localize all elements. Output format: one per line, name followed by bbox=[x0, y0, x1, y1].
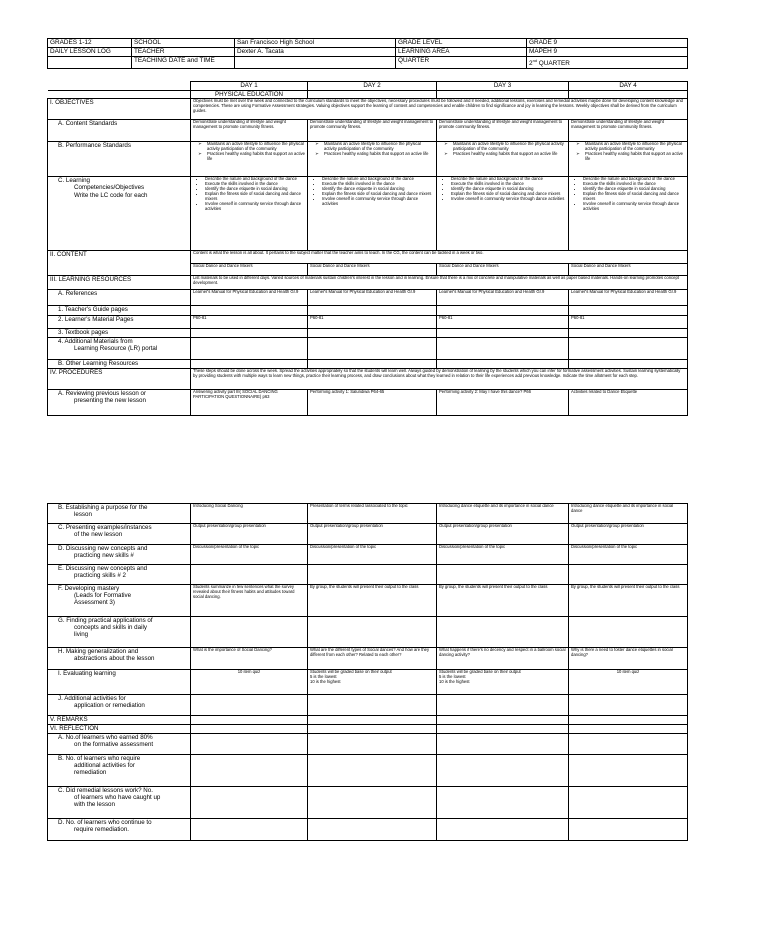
lesson-table-page1 bbox=[47, 81, 688, 416]
teacher-value: Dexter A. Tacata bbox=[235, 48, 396, 57]
reflection-a-label: A. No.of learners who earned 80% on the formative assessment bbox=[48, 734, 191, 755]
procedure-h-cell: Why is there a need to foster dance etiquettes in social dancing? bbox=[569, 648, 688, 670]
procedure-a-label: A. Reviewing previous lesson or presenting the new lesson bbox=[48, 390, 191, 416]
resources-note: List materials to be used in different days. Varied sources of materials sustain children's interest in the lesson and in learning. Ensure that there is a mix of concrete and manipulative materials as well as paper based materials. Hands-on learning promotes concept development. bbox=[191, 276, 688, 290]
lm-pages-cell: P60-81 bbox=[308, 316, 437, 329]
content-standard-cell: Demonstrate understanding of lifestyle and weight management to promote community fitness. bbox=[308, 120, 437, 142]
procedure-i-label: I. Evaluating learning bbox=[48, 670, 191, 695]
procedure-j-label: J. Additional activities for application or remediation bbox=[48, 695, 191, 716]
corner-blank bbox=[48, 82, 191, 91]
content-standard-cell: Demonstrate understanding of lifestyle and weight management to promote community fitness. bbox=[437, 120, 569, 142]
references-label: A. References bbox=[48, 290, 191, 306]
procedure-a-cell: Performing activity 1: Salundiwa P64-65 bbox=[308, 390, 437, 416]
performance-standards-label: B. Performance Standards bbox=[48, 142, 191, 177]
grade-level-label: GRADE LEVEL bbox=[396, 39, 527, 48]
remarks-label: V. REMARKS bbox=[48, 716, 191, 725]
procedure-d-cell: Discussion/presentation of the topic bbox=[308, 545, 437, 565]
procedure-d-cell: Discussion/presentation of the topic bbox=[437, 545, 569, 565]
procedure-c-cell: Output presentation/group presentation bbox=[437, 524, 569, 545]
procedure-h-cell: What happens if there's no decency and respect in a ballroom social dancing activity? bbox=[437, 648, 569, 670]
reference-cell: Learner's Manual for Physical Education and Health Gr.9 bbox=[437, 290, 569, 306]
quarter-word: QUARTER bbox=[537, 60, 570, 68]
day-2-header: DAY 2 bbox=[308, 82, 437, 91]
procedure-i-quiz: 10 item quiz bbox=[191, 670, 308, 695]
procedure-c-cell: Output presentation/group presentation bbox=[308, 524, 437, 545]
reflection-label: VI. REFLECTION bbox=[48, 725, 191, 734]
procedure-h-cell: What is the importance of Social Dancing? bbox=[191, 648, 308, 670]
content-topic-cell: Social Dance and Dance Mixers bbox=[308, 264, 437, 276]
procedure-b-cell: Introducing dance etiquette and its importance in social dance bbox=[437, 504, 569, 524]
learning-area-value: MAPEH 9 bbox=[527, 48, 688, 57]
school-label: SCHOOL bbox=[132, 39, 235, 48]
procedure-b-cell: Presentation of terms related /associated to the topic bbox=[308, 504, 437, 524]
competency-cell: • Describe the nature and background of the dance • Execute the skills involved in the dance • Identify the dance etiquette in social dancing • Explain the fitness side of social dancing and dance mixers • Involve oneself in community service through dance activities bbox=[191, 177, 308, 251]
reference-cell: Learner's Manual for Physical Education and Health Gr.9 bbox=[569, 290, 688, 306]
procedures-note: These steps should be done across the week. Spread the activities appropriately so that the students will learn well. Always guided by demonstration of learning by the students which you can infer for formative assessment activities. Sustain learning systematically by providing students with multiple ways to learn new things, practice their learning process, and draw conclusions about what they learned in relation to their life experiences add previous knowledge. Indicate the time allotment for each step. bbox=[191, 369, 688, 390]
log-label: DAILY LESSON LOG bbox=[48, 48, 132, 57]
procedure-a-cell: Answering activity part III( SOCIAL DANCING PARTICIPATION QUESTIONNAIRE) p63 bbox=[191, 390, 308, 416]
school-value: San Francisco High School bbox=[235, 39, 396, 48]
procedure-g-label: G. Finding practical applications of concepts and skills in daily living bbox=[48, 617, 191, 648]
objectives-note: Objectives must be met over the week and connected to the curriculum standards to meet the objectives, necessary procedures must be followed and if needed, additional lessons, exercises and remedial activities maybe done for developing content knowledge and competencies. These are using Formative Assessment strategies. Valuing objectives support the learning of content and competencies and enable children to find significance and joy in learning the lessons. Weekly objectives shall be derived from the curriculum guides. bbox=[191, 99, 688, 120]
procedure-d-label: D. Discussing new concepts and practicing new skills # bbox=[48, 545, 191, 565]
procedure-c-label: C. Presenting examples/instances of the new lesson bbox=[48, 524, 191, 545]
additional-materials-label: 4. Additional Materials from Learning Resource (LR) portal bbox=[48, 338, 191, 360]
reference-cell: Learner's Manual for Physical Education and Health Gr.9 bbox=[191, 290, 308, 306]
procedure-d-cell: Discussion/presentation of the topic bbox=[569, 545, 688, 565]
performance-standard-cell: ➢ Maintains an active lifestyle to influence the physical activity participation of the community ➢ Practices healthy eating habits that support an active life bbox=[191, 142, 308, 177]
procedure-d-cell: Discussion/presentation of the topic bbox=[191, 545, 308, 565]
lm-pages-cell: P60-81 bbox=[437, 316, 569, 329]
reflection-b-label: B. No. of learners who require additional activities for remediation bbox=[48, 755, 191, 787]
procedure-h-label: H. Making generalization and abstractions about the lesson bbox=[48, 648, 191, 670]
content-standard-cell: Demonstrate understanding of lifestyle and weight management to promote community fitness. bbox=[191, 120, 308, 142]
content-topic-cell: Social Dance and Dance Mixers bbox=[191, 264, 308, 276]
procedure-f-label: F. Developing mastery (Leads for Formative Assessment 3) bbox=[48, 585, 191, 617]
procedure-f-cell: Students summarize in few sentences what the survey revealed about their fitness habits and attitudes toward social dancing. bbox=[191, 585, 308, 617]
quarter-num: 2 bbox=[529, 60, 533, 68]
tg-pages-label: 1. Teacher's Guide pages bbox=[48, 306, 191, 316]
competency-cell: • Describe the nature and background of the dance • Execute the skills involved in the dance • Identify the dance etiquette in social dancing • Explain the fitness side of social dancing and dance mixers • Involve oneself in community service through dance activities bbox=[308, 177, 437, 251]
procedures-label: IV. PROCEDURES bbox=[48, 369, 191, 390]
day-3-header: DAY 3 bbox=[437, 82, 569, 91]
performance-standard-cell: ➢ Maintains an active lifestyle to influence the physical activity participation of the community ➢ Practices healthy eating habits that support an active life bbox=[437, 142, 569, 177]
procedure-c-cell: Output presentation/group presentation bbox=[191, 524, 308, 545]
procedure-i-quiz: 10 item quiz bbox=[569, 670, 688, 695]
teacher-label: TEACHER bbox=[132, 48, 235, 57]
learning-area-label: LEARNING AREA bbox=[396, 48, 527, 57]
competencies-label: C. Learning Competencies/Objectives Write the LC code for each bbox=[48, 177, 191, 251]
content-topic-cell: Social Dance and Dance Mixers bbox=[437, 264, 569, 276]
competency-cell: • Describe the nature and background of the dance • Execute the skills involved in the dance • Identify the dance etiquette in social dancing • Explain the fitness side of social dancing and dance mixers • Involve oneself in community service through dance activities bbox=[437, 177, 569, 251]
procedure-i-grading: Students will be graded base on their output 5 is the lowest 10 is the highest bbox=[437, 670, 569, 695]
reflection-c-label: C. Did remedial lessons work? No. of learners who have caught up with the lesson bbox=[48, 787, 191, 819]
performance-standard-cell: ➢ Maintains an active lifestyle to influence the physical activity participation of the community ➢ Practices healthy eating habits that support an active life bbox=[308, 142, 437, 177]
procedure-f-cell: By group, the students will present their output to the class bbox=[569, 585, 688, 617]
content-label: II. CONTENT bbox=[48, 251, 191, 276]
subject-blank bbox=[48, 91, 191, 99]
procedure-f-cell: By group, the students will present their output to the class bbox=[308, 585, 437, 617]
other-resources-label: B. Other Learning Resources bbox=[48, 360, 191, 369]
quarter-label: QUARTER bbox=[396, 57, 527, 69]
subject-label: PHYSICAL EDUCATION bbox=[191, 91, 308, 99]
procedure-b-cell: Introducing Social Dancing bbox=[191, 504, 308, 524]
content-note: Content is what the lesson is all about. It pertains to the subject matter that the teacher aims to teach. In the CG, the content can be tackled in a week or two. bbox=[191, 251, 688, 264]
procedure-c-cell: Output presentation/group presentation bbox=[569, 524, 688, 545]
lesson-table-page2 bbox=[47, 503, 688, 841]
date-label: TEACHING DATE and TIME bbox=[132, 57, 235, 69]
performance-standard-cell: ➢ Maintains an active lifestyle to influence the physical activity participation of the community ➢ Practices healthy eating habits that support an active life bbox=[569, 142, 688, 177]
procedure-b-cell: Introducing dance etiquette and its importance in social dance bbox=[569, 504, 688, 524]
lm-pages-cell: P60-81 bbox=[191, 316, 308, 329]
reflection-d-label: D. No. of learners who continue to require remediation. bbox=[48, 819, 191, 841]
procedure-h-cell: What are the different types of Social dances? And how are they different from each other? Related to each other? bbox=[308, 648, 437, 670]
lm-pages-cell: P60-81 bbox=[569, 316, 688, 329]
procedure-f-cell: By group, the students will present their output to the class bbox=[437, 585, 569, 617]
quarter-value bbox=[527, 57, 688, 69]
header-blank bbox=[48, 57, 132, 69]
textbook-pages-label: 3. Textbook pages bbox=[48, 329, 191, 338]
lm-pages-label: 2. Learner's Material Pages bbox=[48, 316, 191, 329]
procedure-b-label: B. Establishing a purpose for the lesson bbox=[48, 504, 191, 524]
competency-cell: • Describe the nature and background of the dance • Execute the skills involved in the dance • Identify the dance etiquette in social dancing • Explain the fitness side of social dancing and dance mixers • Involve oneself in community service through dance activities bbox=[569, 177, 688, 251]
procedure-e-label: E. Discussing new concepts and practicing skills # 2 bbox=[48, 565, 191, 585]
grade-level-value: GRADE 9 bbox=[527, 39, 688, 48]
quarter-sup: nd bbox=[532, 58, 538, 63]
objectives-label: I. OBJECTIVES bbox=[48, 99, 191, 120]
reference-cell: Learner's Manual for Physical Education and Health Gr.9 bbox=[308, 290, 437, 306]
content-topic-cell: Social Dance and Dance Mixers bbox=[569, 264, 688, 276]
grades-label: GRADES 1-12 bbox=[48, 39, 132, 48]
day-4-header: DAY 4 bbox=[569, 82, 688, 91]
procedure-a-cell: Activities related to Dance Etiquette bbox=[569, 390, 688, 416]
procedure-i-grading: Students will be graded base on their output 5 is the lowest 10 is the highest bbox=[308, 670, 437, 695]
date-value bbox=[235, 57, 396, 69]
procedure-a-cell: Performing activity 2: May I have this dance? P66 bbox=[437, 390, 569, 416]
header-table bbox=[47, 38, 688, 69]
content-standards-label: A. Content Standards bbox=[48, 120, 191, 142]
day-1-header: DAY 1 bbox=[191, 82, 308, 91]
content-standard-cell: Demonstrate understanding of lifestyle and weight management to promote community fitness. bbox=[569, 120, 688, 142]
resources-label: III. LEARNING RESOURCES bbox=[48, 276, 191, 290]
